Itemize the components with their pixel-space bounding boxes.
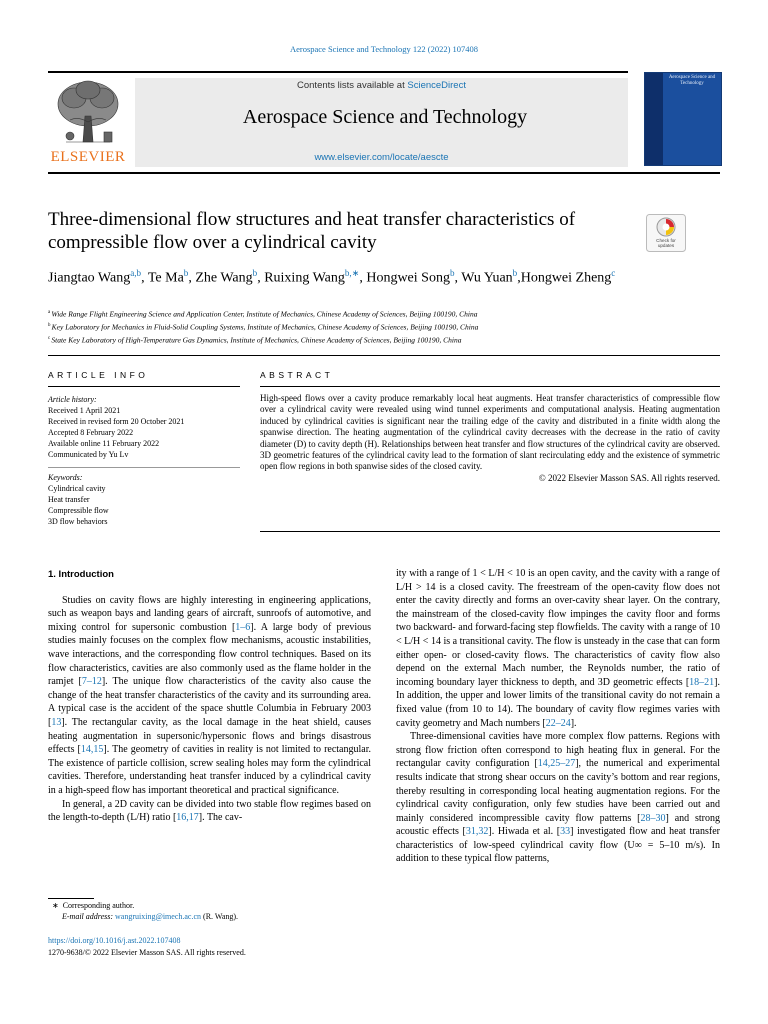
email-suffix: (R. Wang). [201,912,239,921]
history-item: Accepted 8 February 2022 [48,428,134,437]
citation-link[interactable]: 31,32 [465,826,489,838]
footnote-rule [48,898,94,899]
author-separator: , [517,270,521,286]
corresponding-author-footnote [48,900,371,922]
author-name[interactable]: Zhe Wang [195,270,253,286]
abstract-top-rule [260,386,720,387]
body-text: ]. In addition, the upper and lower limits of the transitional cavity do not remain a fixed value (from 10 to 14). The boundary of cavity flow regimes varies with cavity geometry and Mach numbers [ [396,676,720,729]
keyword-item: Cylindrical cavity [48,484,106,493]
author-separator: , [359,270,367,286]
author-affiliation-mark[interactable]: a,b [130,268,142,278]
body-column-right [396,567,720,866]
cover-spine-band [645,73,663,165]
author-name[interactable]: Hongwei Song [366,270,450,286]
citation-link[interactable]: 33 [560,826,571,838]
body-text: ]. [570,717,577,729]
affiliation-text: Wide Range Flight Engineering Science and Application Center, Institute of Mechanics, Chinese Academy of Sciences, Beijing 100190, China [51,309,478,319]
abstract-heading: ABSTRACT [260,370,334,380]
abstract-copyright: © 2022 Elsevier Masson SAS. All rights reserved. [538,472,720,483]
body-text: ity with a range of 1 < L/H < 10 is an open cavity, and the cavity with a range of L/H > 14 is a closed cavity. The freestream of the open-cavity flow does not enter the cavity directly and forms an over-cavity shear layer. On the contrary, the mainstream of the closed-cavity flow impinges the cavity floor and forms two backward- and forward-facing step flowfields. The cavity with a range of 10 < L/H < 14 is a transitional cavity. The flow is unsteady in the case that can form either open- or closed-cavity flows. The characteristics of cavity flow also depend on the external Mach number, the Reynolds number, the ratio of incoming boundary layer thickness to depth, and 3D geometric effects [ [396,568,720,688]
keywords-rule [48,467,240,468]
author-separator: , [257,270,265,286]
abstract-block [260,393,720,484]
affiliation-rule [48,355,720,356]
author-affiliation-mark[interactable]: b [449,268,455,278]
body-paragraph [396,730,720,866]
issn-copyright-line: 1270-9638/© 2022 Elsevier Masson SAS. All rights reserved. [48,947,246,957]
affiliation-list [48,307,720,346]
affiliation-text: Key Laboratory for Mechanics in Fluid-Solid Coupling Systems, Institute of Mechanics, Chinese Academy of Sciences, Beijing 100190, China [51,322,479,332]
article-history [48,394,240,460]
right-paragraphs [396,567,720,866]
author-affiliation-mark[interactable]: c [611,268,616,278]
body-text: ]. The unique flow characteristics of the cavity also cause the change of the heat transfer characteristics of the cavity and its surrounding area. A typical case is the accident of the space shuttle Columbia in February 2003 [ [48,676,371,728]
masthead-bottom-rule [48,172,720,174]
body-text: Studies on cavity flows are highly interesting in engineering applications, such as weapon bays and landing gears of aircraft, sunroofs of automotive, and mixing control for supersonic combustion [ [48,594,371,633]
citation-link[interactable]: 7–12 [81,676,102,688]
check-updates-label-line2: updates [657,243,675,248]
keyword-item: 3D flow behaviors [48,517,108,526]
doi-link[interactable]: https://doi.org/10.1016/j.ast.2022.107408 [48,936,181,945]
affiliation-item [48,333,720,346]
left-paragraphs [48,594,371,825]
author-name[interactable]: Jiangtao Wang [48,270,131,286]
email-label: E-mail address: [62,912,116,921]
author-name[interactable]: Te Ma [147,270,184,286]
abstract-bottom-rule [260,531,720,532]
cover-title-text: Aerospace Science and Technology [668,75,716,86]
footnote-star: ∗ [48,901,63,910]
author-affiliation-mark[interactable]: b [183,268,189,278]
doi-block [48,935,448,958]
contents-prefix: Contents lists available at [297,80,408,91]
author-separator: , [454,270,462,286]
abstract-text: High-speed flows over a cavity produce remarkably local heat augments. Heat transfer characteristics of compressible flow over a cylindrical cavity were revealed using wind tunnel experiments and computational analysis. Heating augmentation induced by cylindrical cavities is significant near the trailing edge of the cavity and distributed in a finite width along the spanwise direction. The heating augmentation of the cylindrical cavity decreases with the decrease in the ratio of cavity diameter (D) to cavity depth (H). Relationships between heat transfer and flow structures of the cylindrical cavity are observed. 3D geometric features of the cylindrical cavity lead to the formation of slant recirculating eddy and the existence of symmetric open flow regions in both spanwise sides of the closed cavity. [260,393,720,472]
author-name[interactable]: Hongwei Zheng [520,270,612,286]
author-affiliation-mark[interactable]: b,∗ [344,268,360,278]
keyword-item: Heat transfer [48,495,90,504]
header-rule [48,71,628,73]
author-name[interactable]: Wu Yuan [461,270,513,286]
article-info-rule [48,386,240,387]
body-paragraph [48,798,371,825]
author-email-link[interactable]: wangruixing@imech.ac.cn [115,912,202,921]
affiliation-item [48,320,720,333]
keywords-block [48,472,240,527]
body-text: ] investigated flow and heat transfer characteristics of low-speed cylindrical cavity flow (U∞ = 5–10 m/s). In addition to these typical flow patterns, [396,826,720,865]
body-text: ]. The rectangular cavity, as the local damage in the heat shield, causes heating augmentation in supersonic/hypersonic flows and brings disastrous effects [ [48,716,371,756]
citation-link[interactable]: 13 [51,716,62,728]
affiliation-mark: b [48,323,52,328]
elsevier-wordmark: ELSEVIER [50,149,126,165]
check-updates-label-line1: Check for [656,238,676,243]
history-item: Received 1 April 2021 [48,406,121,415]
citation-link[interactable]: 14,25–27 [537,758,576,770]
citation-link[interactable]: 28–30 [640,812,666,824]
citation-link[interactable]: 22–24 [545,717,571,729]
keywords-label: Keywords: [48,473,83,482]
author-affiliation-mark[interactable]: b [512,268,518,278]
body-text: ] and strong acoustic effects [ [396,812,720,838]
history-item: Available online 11 February 2022 [48,439,160,448]
article-title: Three-dimensional flow structures and heat transfer characteristics of compressible flow over a cylindrical cavity [48,209,576,253]
body-text: Three-dimensional cavities have more complex flow patterns. Regions with strong flow friction often correspond to high heating flux in general. For the rectangular cavity configuration [ [396,731,720,770]
history-item: Received in revised form 20 October 2021 [48,417,185,426]
article-info-heading: ARTICLE INFO [48,370,149,380]
contents-available-line [135,80,628,91]
check-for-updates-icon[interactable] [646,214,686,252]
body-text: ]. A large body of previous studies mainly focuses on the complex flow mechanisms, acoustic instabilities, wave interactions, and the corresponding flow control techniques. Based on its flow characteristics, cavities are also commonly used as the flame holder in the ramjet [ [48,621,371,688]
footnote-corresponding: Corresponding author. [62,901,135,910]
journal-title: Aerospace Science and Technology [242,106,528,128]
keyword-item: Compressible flow [48,506,109,515]
body-paragraph [396,567,720,730]
affiliation-item [48,307,720,320]
journal-homepage-link[interactable]: www.elsevier.com/locate/aescte [314,152,449,163]
author-affiliation-mark[interactable]: b [252,268,258,278]
body-column-left [48,568,371,825]
body-text: ], the numerical and experimental results indicate that strong shear occurs on the cavity’s bottom and rear regions, thereby resulting in corresponding local heating augmentation regions. For the cylindrical cavity configuration, only few studies have been carried out and mainly considered incompressible cavity flow patterns [ [396,758,720,824]
body-text: ]. The geometry of cavities in reality is not limited to rectangular. The existence of particle collision, screw sealing holes may form the cylindrical cavities. Therefore, understanding heat transfer induced by a cylindrical cavity in a high-speed flow has important theoretical and practical significance. [48,744,371,796]
journal-reference-link[interactable]: Aerospace Science and Technology 122 (2022) 107408 [289,44,479,54]
citation-link[interactable]: 16,17 [176,812,199,824]
author-separator: , [188,270,196,286]
body-text: In general, a 2D cavity can be divided into two stable flow regimes based on the length-to-depth (L/H) ratio [ [48,798,371,824]
history-item: Communicated by Yu Lv [48,450,129,459]
body-text: ]. Hiwada et al. [ [488,826,561,838]
body-paragraph [48,594,371,798]
author-separator: , [141,270,148,286]
citation-link[interactable]: 18–21 [689,676,715,688]
affiliation-mark: c [48,336,52,341]
citation-link[interactable]: 14,15 [80,744,104,756]
history-label: Article history: [48,395,97,404]
affiliation-mark: a [48,310,52,315]
journal-cover-thumbnail[interactable] [644,72,722,166]
affiliation-text: State Key Laboratory of High-Temperature Gas Dynamics, Institute of Mechanics, Chinese Academy of Sciences, Beijing 100190, China [51,335,462,345]
author-name[interactable]: Ruixing Wang [264,270,345,286]
sciencedirect-link[interactable]: ScienceDirect [407,80,466,91]
body-text: ]. The cav- [198,812,243,824]
author-list [48,264,648,288]
citation-link[interactable]: 1–6 [235,621,251,633]
section-title: 1. Introduction [48,569,114,580]
